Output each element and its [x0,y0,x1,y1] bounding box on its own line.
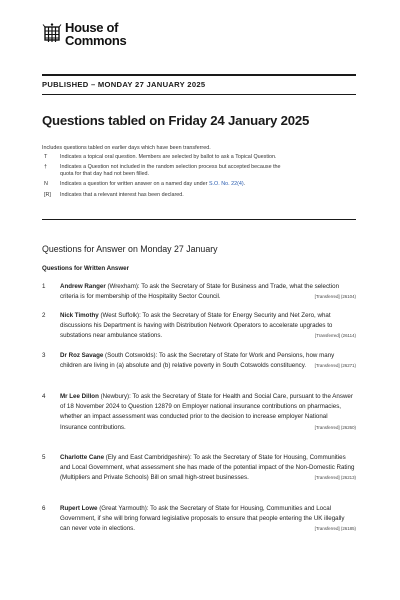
page-title: Questions tabled on Friday 24 January 2025 [42,113,310,128]
question-body [60,311,356,342]
question-number: 3 [42,352,46,359]
intro-text: Includes questions tabled on earlier days which have been transferred. [42,145,211,151]
standing-order-link[interactable]: S.O. No. 22(4) [208,181,244,188]
question-body [60,282,356,302]
question-item [42,282,356,302]
legend-symbol: T [44,154,48,160]
constituency: (West Suffolk): [98,312,143,319]
legend-description: Indicates a Question not included in the random selection process but accepted because the quota for that day had not been filled. [60,164,281,178]
question-text: To ask the Secretary of State for Housing, Communities and Local Government, what assessment she has made of the potential impact of the Non-Domestic Rating (Multipliers and Private Schools) Bill on small high-street businesses. [60,454,355,482]
member-name: Andrew Ranger [60,283,106,290]
question-number: 2 [42,312,46,319]
legend-symbol: † [44,164,47,171]
house-of-commons-logo [42,22,126,47]
question-item [42,392,356,433]
legend-text: Indicates a question for written answer on a named day under [60,181,209,188]
legend-description: Indicates a topical oral question. Members are selected by ballot to ask a Topical Question. [60,154,277,160]
legend-row-named-day [42,181,356,188]
question-number: 4 [42,393,46,400]
legend-description: Indicates that a relevant interest has been declared. [60,191,184,198]
symbol-legend [42,154,356,202]
section-rule [42,219,356,220]
constituency: (Great Yarmouth): [97,505,151,512]
question-reference: [Transferred] (26185) [314,526,356,532]
member-name: Dr Roz Savage [60,352,104,359]
constituency: (Newbury): [98,393,133,400]
question-item [42,311,356,342]
question-reference: [Transferred] (26271) [314,363,356,369]
member-name: Nick Timothy [60,312,99,319]
legend-row-quota [42,164,356,178]
constituency: (South Cotswolds): [103,352,159,359]
constituency: (Wrexham): [105,283,142,290]
published-date: PUBLISHED – MONDAY 27 JANUARY 2025 [42,80,206,89]
question-text: To ask the Secretary of State for Work and Pensions, how many children are living in (a) absolute and (b) relative poverty in South Cotswolds constituency. [60,352,335,370]
question-reference: [Transferred] (26114) [315,333,356,339]
question-body [60,504,356,535]
question-reference: [Transferred] (26213) [314,475,356,481]
question-text: To ask the Secretary of State for Energy Security and Net Zero, what discussions his Department is having with Distribution Network Operators to accelerate upgrades to substations near ambulance stations. [60,312,333,340]
question-number: 6 [42,505,46,512]
legend-row-topical [42,154,356,161]
logo-line-1: House of [65,20,119,35]
legend-text-after: . [243,181,246,188]
question-text: To ask the Secretary of State for Health and Social Care, pursuant to the Answer of 18 November 2024 to Question 12879 on Employer national insurance contributions on pharmacies, whether an impact assessment was conducted prior to the decision to increase employer National Insurance contributions. [60,393,353,431]
question-body [60,453,356,484]
subheading: Questions for Written Answer [42,265,129,272]
question-text: To ask the Secretary of State for Housing, Communities and Local Government, if she will bring forward legislative proposals to ensure that people entering the UK illegally can never vote in elections. [60,505,345,533]
question-reference: [Transferred] (26260) [314,424,356,430]
question-body [60,392,356,433]
section-heading: Questions for Answer on Monday 27 January [42,244,218,254]
member-name: Rupert Lowe [60,505,98,512]
question-item [42,504,356,535]
question-item [42,351,356,371]
question-body [60,351,356,371]
header-rule-bottom [42,94,356,95]
portcullis-icon [42,23,62,43]
legend-symbol: [R] [44,191,51,198]
legend-row-interest [42,192,356,199]
question-reference: [Transferred] (26104) [314,294,356,300]
logo-line-2: Commons [65,32,127,48]
question-number: 5 [42,454,46,461]
constituency: (Ely and East Cambridgeshire): [104,454,194,461]
legend-symbol: N [44,181,48,188]
logo-wordmark [65,22,126,47]
member-name: Charlotte Cane [60,454,105,461]
header-rule-top [42,74,356,76]
legend-description [60,181,245,188]
question-text: To ask the Secretary of State for Business and Trade, what the selection criteria is for membership of the Hospitality Sector Council. [60,283,340,301]
question-item [42,453,356,484]
question-number: 1 [42,283,46,290]
member-name: Mr Lee Dillon [60,393,99,400]
